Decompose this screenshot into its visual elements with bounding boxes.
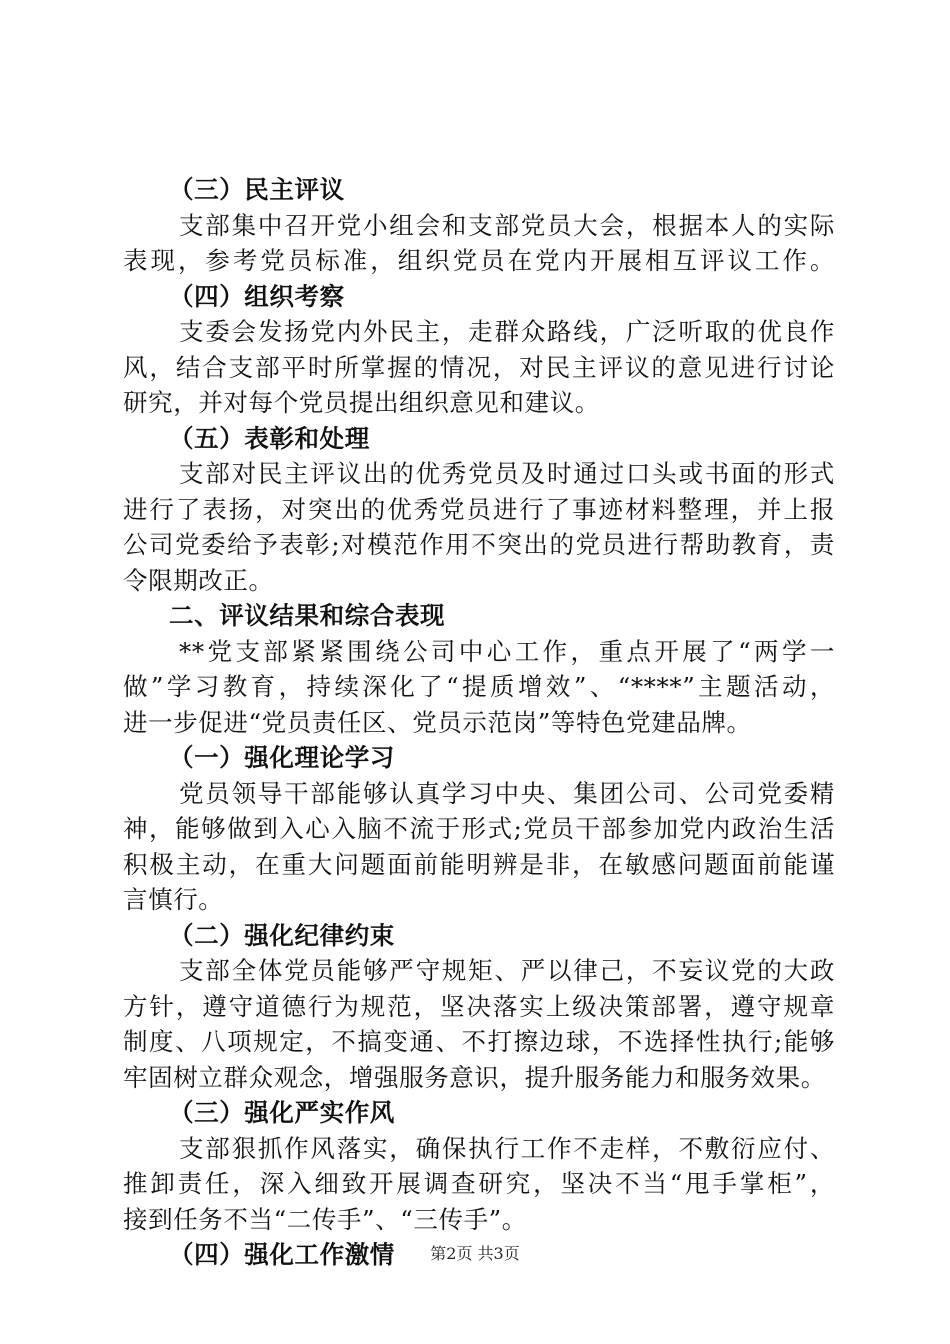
paragraph-line: 表现，参考党员标准，组织党员在党内开展相互评议工作。 [123,246,835,275]
section-heading: 二、评议结果和综合表现 [169,601,446,630]
paragraph-line: 积极主动，在重大问题面前能明辨是非，在敏感问题面前能谨 [123,849,835,879]
section-heading: （一）强化理论学习 [169,743,395,772]
paragraph-line: **党支部紧紧围绕公司中心工作，重点开展了“两学一 [179,636,835,666]
paragraph-line: 接到任务不当“二传手”、“三传手”。 [123,1204,527,1234]
paragraph-line: 制度、八项规定，不搞变通、不打擦边球，不选择性执行;能够 [123,1027,835,1056]
paragraph-line: 支部集中召开党小组会和支部党员大会，根据本人的实际 [179,210,835,240]
paragraph-line: 进行了表扬，对突出的优秀党员进行了事迹材料整理，并上报 [123,494,835,524]
paragraph-line: 牢固树立群众观念，增强服务意识，提升服务能力和服务效果。 [123,1062,826,1092]
section-heading: （五）表彰和处理 [169,423,370,453]
section-heading: （二）强化纪律约束 [169,920,395,950]
paragraph-line: 党员领导干部能够认真学习中央、集团公司、公司党委精 [179,778,835,808]
paragraph-line: 支部对民主评议出的优秀党员及时通过口头或书面的形式 [179,459,835,488]
paragraph-line: 方针，遵守道德行为规范，坚决落实上级决策部署，遵守规章 [123,991,835,1021]
paragraph-line: 神，能够做到入心入脑不流于形式;党员干部参加党内政治生活 [123,814,835,843]
paragraph-line: 令限期改正。 [123,565,274,595]
paragraph-line: 言慎行。 [123,885,224,914]
section-heading: （三）强化严实作风 [169,1098,395,1127]
paragraph-line: 支委会发扬党内外民主，走群众路线，广泛听取的优良作 [179,317,835,346]
paragraph-line: 推卸责任，深入细致开展调查研究，坚决不当“甩手掌柜”， [123,1169,835,1198]
paragraph-line: 进一步促进“党员责任区、党员示范岗”等特色党建品牌。 [123,707,752,737]
document-body [123,172,835,1273]
paragraph-line: 支部全体党员能够严守规矩、严以律己，不妄议党的大政 [179,956,835,985]
paragraph-line: 公司党委给予表彰;对模范作用不突出的党员进行帮助教育，责 [123,530,835,559]
paragraph-line: 支部狠抓作风落实，确保执行工作不走样，不敷衍应付、 [179,1133,835,1163]
paragraph-line: 风，结合支部平时所掌握的情况，对民主评议的意见进行讨论 [123,352,835,382]
paragraph-line: 研究，并对每个党员提出组织意见和建议。 [123,388,600,417]
section-heading: （四）强化工作激情 [169,1240,395,1269]
section-heading: （三）民主评议 [169,175,345,204]
section-heading: （四）组织考察 [169,281,345,311]
page-footer: 第2页 共3页 [430,1244,520,1263]
paragraph-line: 做”学习教育，持续深化了“提质增效”、“****”主题活动， [123,672,835,701]
